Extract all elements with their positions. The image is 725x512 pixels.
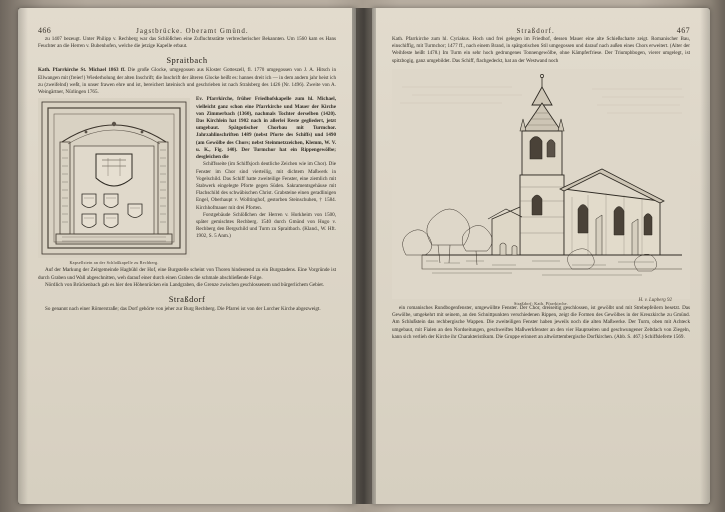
right-running-head-title: Straßdorf. [516,27,555,35]
church-illustration [392,69,690,299]
right-paragraph-1: Kath. Pfarrkirche zum hl. Cyriakus. Hoch und frei gelegen im Friedhof, dessen Mauer eine alte Schießscharte zeigt. Romanischer Bau, einschiffig, mit Turmchor; 1477 ff., nach einem Brand, in spätgotischen Stil umgegossen und darauf nach außen eines Chors erweitert. (Alter der Weihfeste heißt 1478.) Im Turm ein sehr hoch gedrungenes Tonnengewölbe, ohne Kämpferfriese. Der Triumphbogen, vierer umgelegt, ist spitzbogig, ganz umgebildet. Das Schiff, flachgedeckt, hat an der Westwand noch [392,36,690,64]
right-page-content [392,26,690,490]
left-paragraph-4: Auf der Markung der Zeitgemeinde Hagbühl der Hof, eine Burgstelle scheint von Thoren hindeutend zu ein Burgstadens. Eine Vorgründe ist durch Graben und Wall abgeschnitten, weh darauf einer durch einen Graben die schmale abschließende Folge. [38,267,336,281]
section-title-strassdorf: Straßdorf [168,293,206,304]
left-running-head-title: Jagstbrücke. Oberamt Gmünd. [136,27,249,35]
artist-signature: H. v. Lupberg 92 [638,297,672,303]
figure-epitaph [38,98,190,265]
right-paragraph-2: ein romanisches Rundbogenfenster, umgewölbte Fenster. Der Chor, dreiseitig geschlossen, ist gewölbt und mit Strebepfeilern besetzt. Das Gewölbe, umgekehrt mit seinem, an den Schnittpunkten verschiedenen Rippen, zeigt die Formen des Gewölbes in der Kreuzkirche zu Gmünd. Am Schlußstein das rechbergische Wappen. Die zweiteiligen Fenster haben jeweils noch die alten Maßwerke. Der Turm, oben mit Achteck umgebaut, mit Fialen an den Nordseitungen, geschweiftes Maßwerkfenster an den vier Hauptseiten und geschwungener Zeltdach von Ziegeln, kann sich verlieh der Kirche ihr Charakteristikum. Die Gruppe erinnert an altwürttembergische Dorfkirchen. (Abb. S. 467.) Schiffsleferte 1569. [392,304,690,340]
page-edge-shadow-left [18,8,28,504]
right-folio: 467 [676,26,690,35]
left-running-head [38,26,336,35]
page-edge-shadow-right [700,8,710,504]
left-paragraph-1-text: Die große Glocke, umgegossen aus Kloster Gotteszell, fl. 1770 umgegossen von J. A. Hitsch in Ellwangen mit (freier!) Wiederholung der alten Inschrift; die Inschrift der älteren Glocke heißt es: hannes dreit ich — in dem andern jahr heist ich zu (zweifelnd) weßt, in unser frawen ehre und ist, bereichert lateinisch und geschrieben ist nach Stralsberg des 1426 (Nr. 1496). Zweite von A. Weingärtner, Nürlingen 1765. [38,67,336,96]
left-page [18,8,356,504]
left-paragraph-5: Nördlich von Brückenbach gab es hier den Höhenrücken ein Landgraben, die Grenze zwischen geschlossenem und bürgerlichem Gebiet. [45,281,325,288]
left-paragraph-top: zu 1407 bezeugt. Unter Philipp v. Rechberg war das Schlößchen eine Zufluchtsstätte verbrecherischer Bekannten. Um 1560 kam es Hans Feuchter an die Herren v. Bubenhofen, welche die jetzige Kapelle erbaut. [38,36,336,50]
left-page-content [38,26,336,490]
right-page [372,8,710,504]
left-subhead-1: Kath. Pfarrkirche St. Michael 1863 ff. [38,67,126,74]
section-title-spraitbach: Spraitbach [166,55,208,66]
figure-church [392,69,690,306]
left-paragraph-3: Forstgebäude Schlößchen der Herren v. Horkheim von 1500, später gemischtes Rechberg. 1540 durch Gmünd von Hugo v. Rechberg den Bergschild und Turm zu Spraitbach. (Kland., W. Hft. 1902, S. 5 Anm.) [196,211,336,240]
left-folio: 466 [38,26,52,35]
left-subhead-2: Ev. Pfarrkirche, früher Friedhofskapelle zum hl. Michael, vielleicht ganz schon eine Pfarrkirche und Mauer der Kirche von Zimmerbach (1360), nachmals Tochter derselben (1420). Das Kirchlein hat 1902 nach in allerlei Reste gegliedert, jetzt umgebaut. Spätgotischer Chorbau mit Turmchor. Jahrzahlinschriften 1489 (nebst Pforte des Schiffs) und 1490 (am Gewölbe des Chors; nebst Steinmetzzeichen, Klemm, W. V. u. K., Fig. 140). Der Turmchor hat ein Rippengewölbe; desgleichen die [196,96,336,161]
epitaph-illustration [38,98,190,258]
right-figure-caption: Straßdorf: Kath. Pfarrkirche. [514,300,568,306]
left-figure-caption: Kapsellstein an der Schloßkapelle zu Rechberg. [69,260,159,266]
left-paragraph-kath-pfarrkirche [38,67,336,96]
left-paragraph-strassdorf: So genannt nach einer Römerstraße; das Dorf gehörte von jeher zur Burg Rechberg. Die Pfarrei ist von der Lorcher Kirche abgezweigt. [45,305,321,312]
right-running-head [392,26,690,35]
left-paragraph-2: Schiffsseite (im Schiffsjoch deutliche Zeichen wie im Chor). Die Fenster im Chor sind vierteilig, mit dichtem Maßwerk in Vogelschild. Das Schiff hatte zweiteilige Fenster, eine ziemlich mit Stabwerk eingelegte Pforte gegen Süden. Sakramentsgehäuse mit Flachschild des schwäbischen Christ. Grabsteine einen geradlinigen Engel, Oberhaupt v. Wolltinghof, gestorben Steinschuhen, † 1584. Kirchhofmauer mit drei Pforten. [196,161,336,211]
